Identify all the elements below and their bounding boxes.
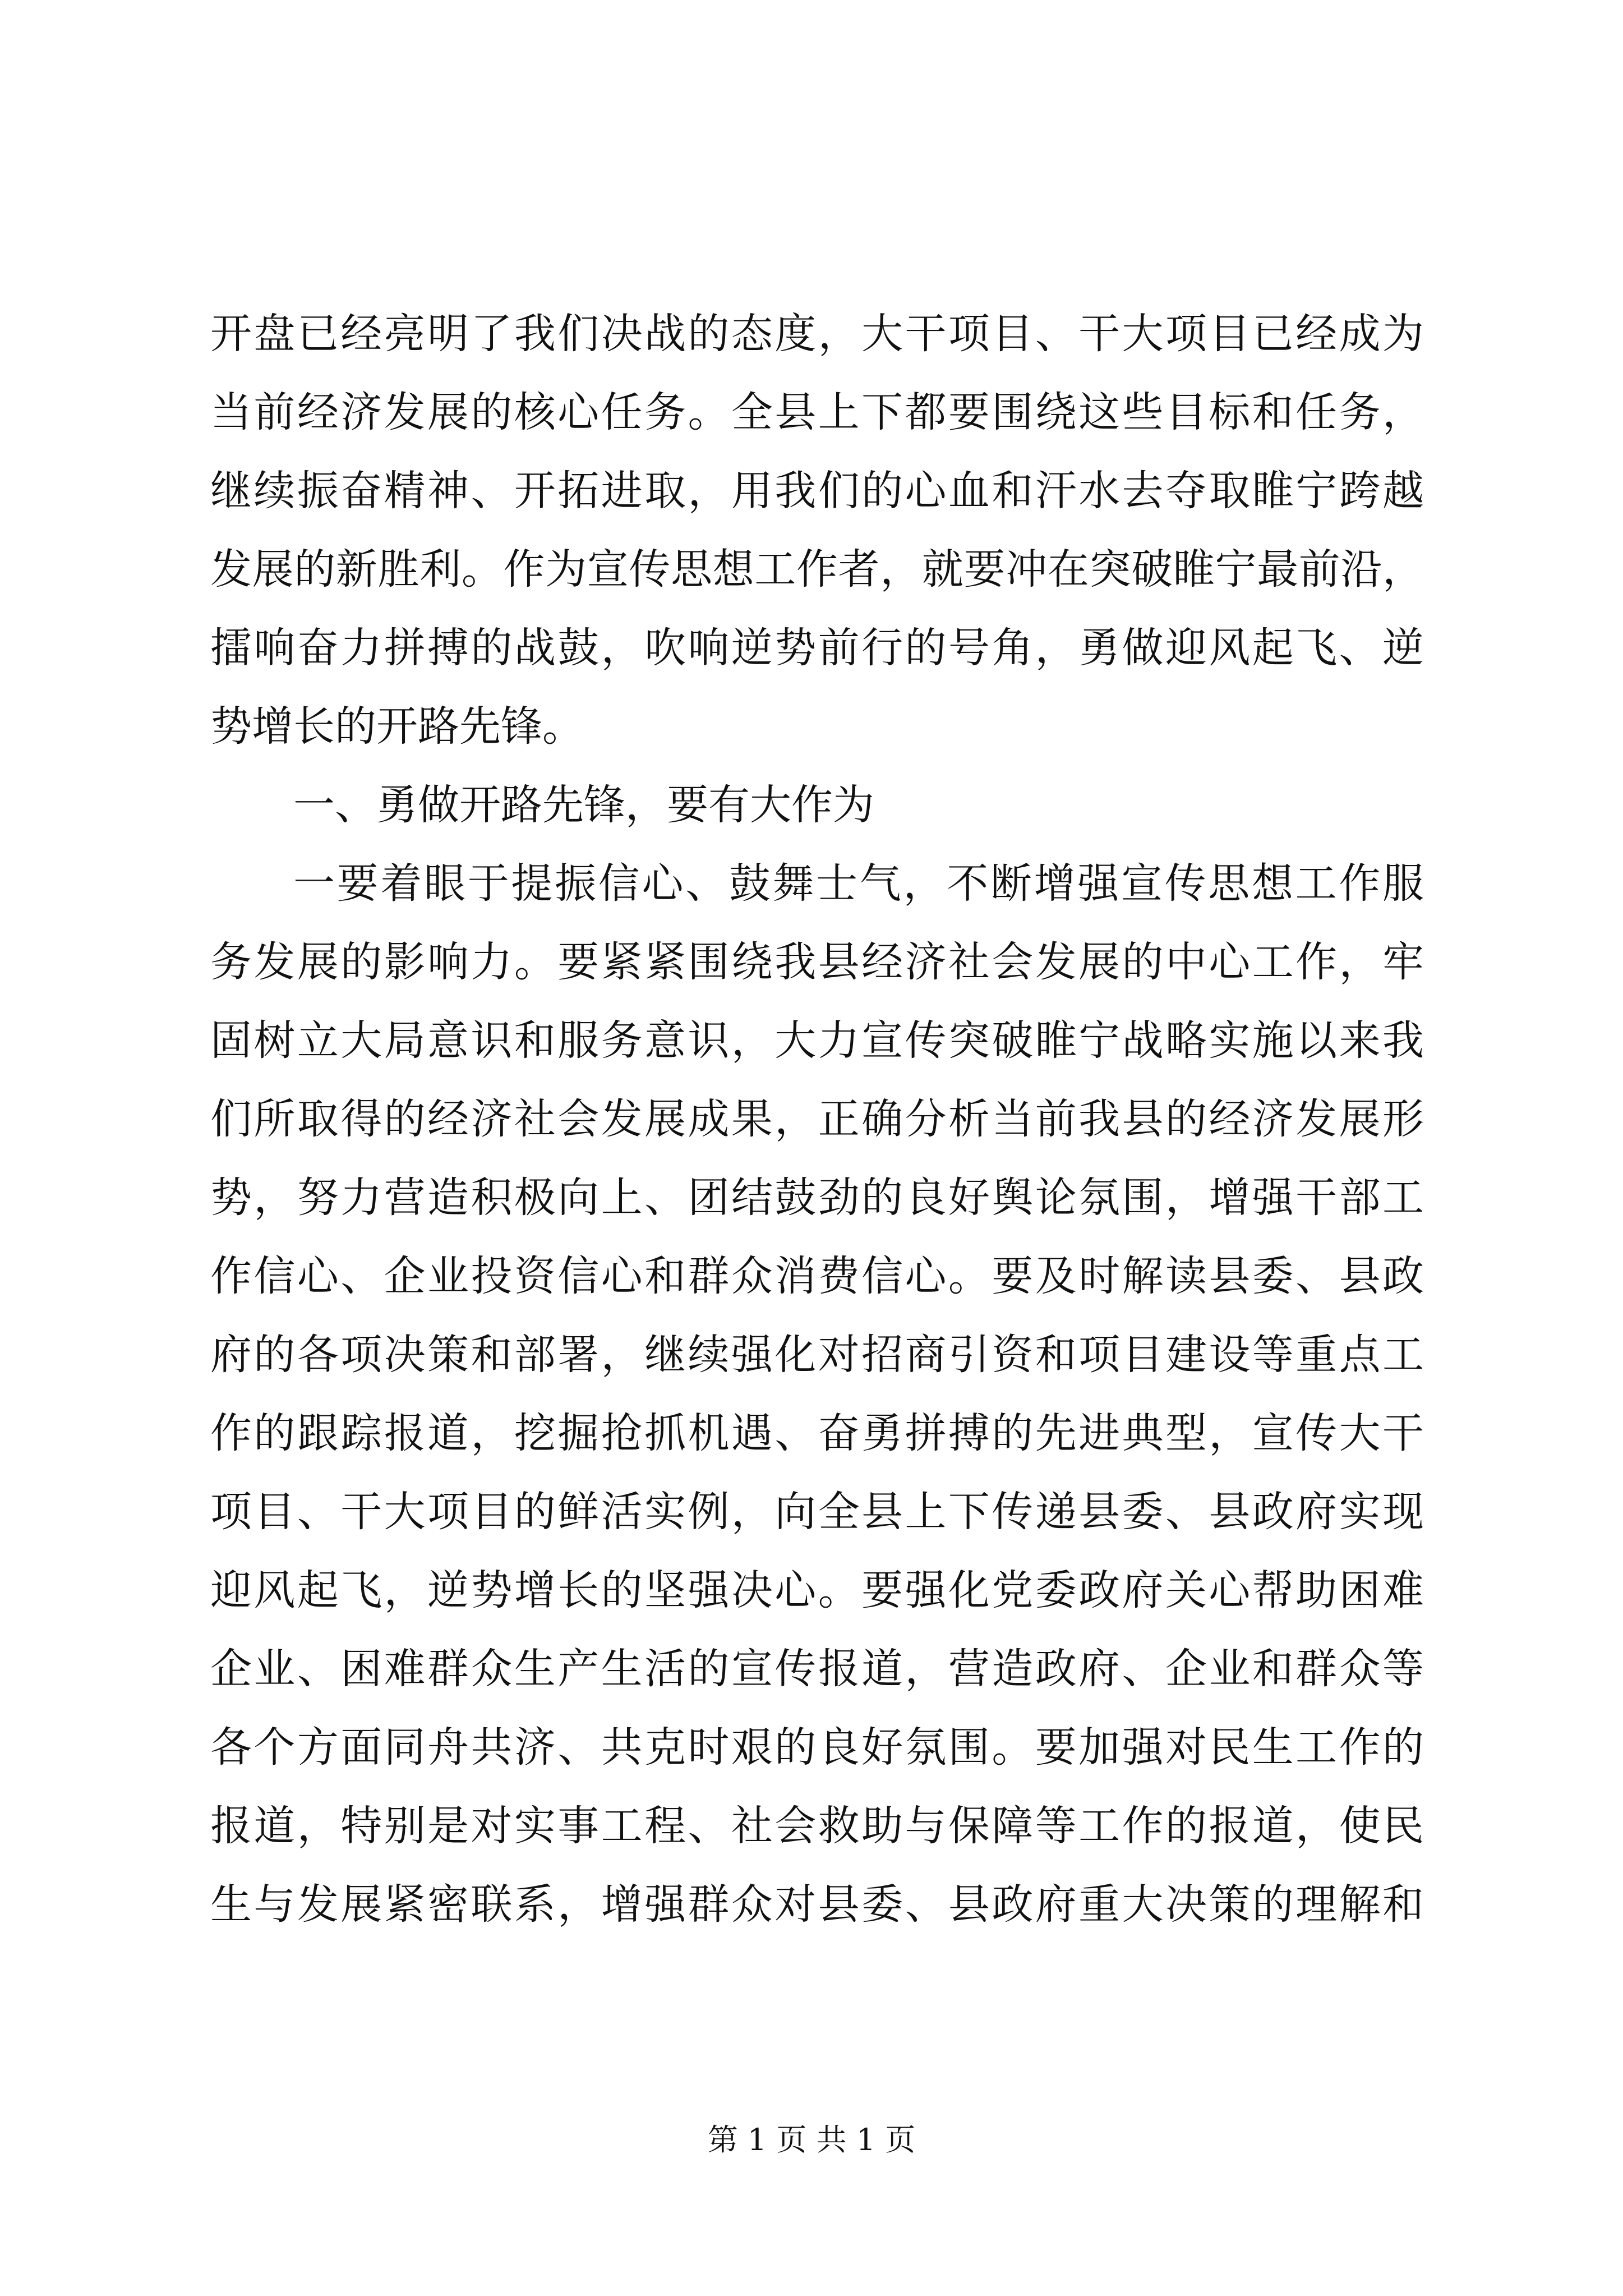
text-line: 擂响奋力拼搏的战鼓，吹响逆势前行的号角，勇做迎风起飞、逆 — [210, 624, 1424, 672]
text-line: 府的各项决策和部署，继续强化对招商引资和项目建设等重点工 — [210, 1331, 1424, 1379]
page-footer: 第 1 页 共 1 页 — [707, 2122, 916, 2157]
section-heading: 一、勇做开路先锋，要有大作为 — [293, 781, 874, 829]
text-line: 势，努力营造积极向上、团结鼓劲的良好舆论氛围，增强干部工 — [210, 1174, 1424, 1222]
text-line: 固树立大局意识和服务意识，大力宣传突破睢宁战略实施以来我 — [210, 1016, 1424, 1065]
text-line: 作的跟踪报道，挖掘抢抓机遇、奋勇拼搏的先进典型，宣传大干 — [210, 1409, 1424, 1457]
text-line: 发展的新胜利。作为宣传思想工作者，就要冲在突破睢宁最前沿， — [210, 545, 1424, 593]
text-line: 务发展的影响力。要紧紧围绕我县经济社会发展的中心工作，牢 — [210, 938, 1424, 986]
text-line: 们所取得的经济社会发展成果，正确分析当前我县的经济发展形 — [210, 1095, 1424, 1143]
text-line: 各个方面同舟共济、共克时艰的良好氛围。要加强对民生工作的 — [210, 1723, 1424, 1772]
text-line: 项目、干大项目的鲜活实例，向全县上下传递县委、县政府实现 — [210, 1488, 1424, 1536]
text-line: 继续振奋精神、开拓进取，用我们的心血和汗水去夺取睢宁跨越 — [210, 467, 1424, 515]
text-line: 开盘已经亮明了我们决战的态度，大干项目、干大项目已经成为 — [210, 310, 1424, 358]
text-line: 当前经济发展的核心任务。全县上下都要围绕这些目标和任务， — [210, 388, 1424, 436]
text-line: 一要着眼于提振信心、鼓舞士气，不断增强宣传思想工作服 — [293, 859, 1424, 908]
text-line: 势增长的开路先锋。 — [210, 702, 584, 751]
text-line: 生与发展紧密联系，增强群众对县委、县政府重大决策的理解和 — [210, 1880, 1424, 1929]
text-line: 作信心、企业投资信心和群众消费信心。要及时解读县委、县政 — [210, 1252, 1424, 1300]
text-line: 企业、困难群众生产生活的宣传报道，营造政府、企业和群众等 — [210, 1645, 1424, 1693]
text-line: 报道，特别是对实事工程、社会救助与保障等工作的报道，使民 — [210, 1802, 1424, 1850]
text-line: 迎风起飞，逆势增长的坚强决心。要强化党委政府关心帮助困难 — [210, 1566, 1424, 1614]
